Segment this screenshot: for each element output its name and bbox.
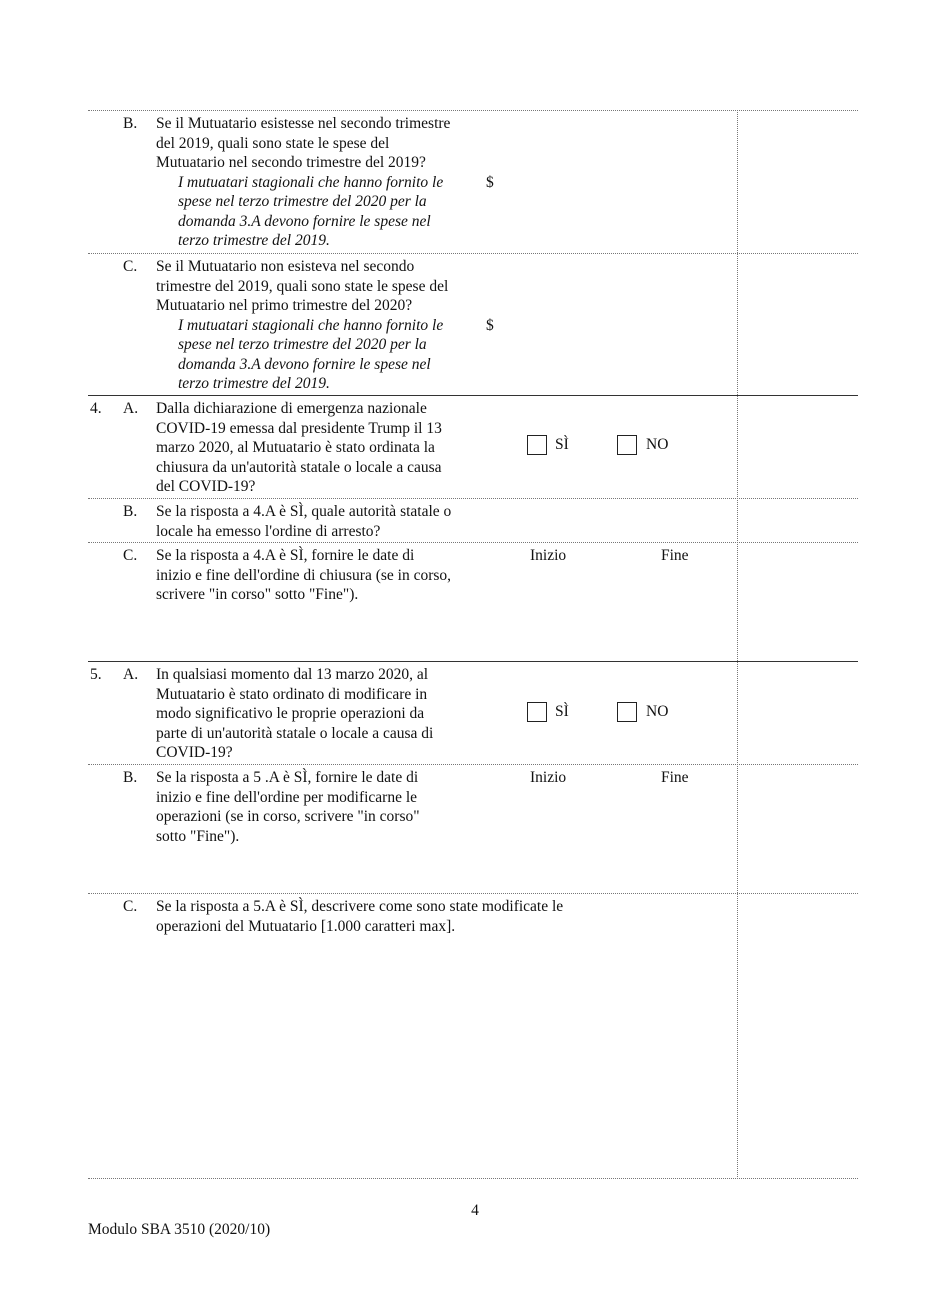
note-line: I mutuatari stagionali che hanno fornito le [178, 316, 444, 334]
question-line: Se la risposta a 5 .A è SÌ, fornire le date di [156, 769, 419, 786]
yes-checkbox[interactable] [527, 702, 547, 722]
row-divider [88, 253, 858, 254]
no-checkbox[interactable] [617, 702, 637, 722]
note-line: terzo trimestre del 2019. [178, 375, 330, 392]
no-label: NO [646, 703, 669, 720]
question-letter: B. [123, 769, 138, 786]
no-label: NO [646, 436, 669, 453]
question-letter: B. [123, 115, 138, 132]
row-divider [88, 1178, 858, 1179]
end-date-label: Fine [661, 769, 689, 786]
question-letter: A. [123, 400, 139, 417]
question-line: chiusura da un'autorità statale o locale a causa [156, 458, 442, 476]
question-line: Se la risposta a 4.A è SÌ, quale autorità statale o [156, 503, 452, 520]
yes-checkbox[interactable] [527, 435, 547, 455]
question-line: COVID-19 emessa dal presidente Trump il 13 [156, 419, 442, 437]
question-line: In qualsiasi momento dal 13 marzo 2020, al [156, 666, 429, 683]
currency-symbol: $ [486, 173, 494, 191]
question-line: marzo 2020, al Mutuatario è stato ordinata la [156, 439, 435, 456]
note-line: domanda 3.A devono fornire le spese nel [178, 355, 431, 373]
question-letter: B. [123, 503, 138, 520]
question-number: 5. [90, 666, 102, 683]
note-line: spese nel terzo trimestre del 2020 per la [178, 193, 427, 210]
question-line: operazioni (se in corso, scrivere "in corso" [156, 808, 420, 825]
question-line: operazioni del Mutuatario [1.000 caratteri max]. [156, 917, 456, 935]
question-line: modo significativo le proprie operazioni da [156, 705, 425, 722]
question-letter: C. [123, 258, 138, 275]
question-line: trimestre del 2019, quali sono state le spese del [156, 277, 449, 295]
note-line: I mutuatari stagionali che hanno fornito le [178, 173, 444, 191]
section-divider [88, 661, 858, 662]
start-date-label: Inizio [530, 769, 567, 786]
question-number: 4. [90, 400, 102, 417]
form-identifier: Modulo SBA 3510 (2020/10) [88, 1221, 271, 1238]
question-line: sotto "Fine"). [156, 827, 240, 845]
question-line: del 2019, quali sono state le spese del [156, 134, 390, 152]
question-line: Dalla dichiarazione di emergenza nazionale [156, 400, 427, 417]
column-divider [737, 110, 738, 1179]
question-line: inizio e fine dell'ordine di chiusura (se in corso, [156, 566, 452, 584]
question-line: del COVID-19? [156, 478, 256, 495]
question-line: COVID-19? [156, 744, 233, 761]
start-date-label: Inizio [530, 547, 567, 564]
row-divider [88, 542, 858, 543]
question-letter: C. [123, 898, 138, 915]
question-line: locale ha emesso l'ordine di arresto? [156, 522, 381, 540]
question-line: Mutuatario nel primo trimestre del 2020? [156, 297, 413, 314]
question-line: Se la risposta a 5.A è SÌ, descrivere come sono state modificate le [156, 898, 564, 915]
no-checkbox[interactable] [617, 435, 637, 455]
question-line: scrivere "in corso" sotto "Fine"). [156, 586, 359, 603]
question-letter: C. [123, 547, 138, 564]
question-line: Se il Mutuatario esistesse nel secondo trimestre [156, 115, 451, 132]
question-line: Mutuatario nel secondo trimestre del 2019? [156, 154, 426, 171]
note-line: domanda 3.A devono fornire le spese nel [178, 212, 431, 230]
row-divider [88, 498, 858, 499]
row-divider [88, 893, 858, 894]
currency-symbol: $ [486, 316, 494, 334]
yes-label: SÌ [555, 703, 569, 720]
note-line: spese nel terzo trimestre del 2020 per la [178, 336, 427, 353]
end-date-label: Fine [661, 547, 689, 564]
page-number: 4 [471, 1202, 479, 1219]
question-line: Se la risposta a 4.A è SÌ, fornire le date di [156, 547, 415, 564]
question-letter: A. [123, 666, 139, 683]
note-line: terzo trimestre del 2019. [178, 232, 330, 249]
question-line: inizio e fine dell'ordine per modificarne le [156, 788, 418, 806]
row-divider [88, 764, 858, 765]
question-line: Mutuatario è stato ordinato di modificare in [156, 685, 428, 703]
yes-label: SÌ [555, 436, 569, 453]
section-divider [88, 395, 858, 396]
question-line: Se il Mutuatario non esisteva nel secondo [156, 258, 415, 275]
row-divider [88, 110, 858, 111]
question-line: parte di un'autorità statale o locale a causa di [156, 724, 434, 742]
